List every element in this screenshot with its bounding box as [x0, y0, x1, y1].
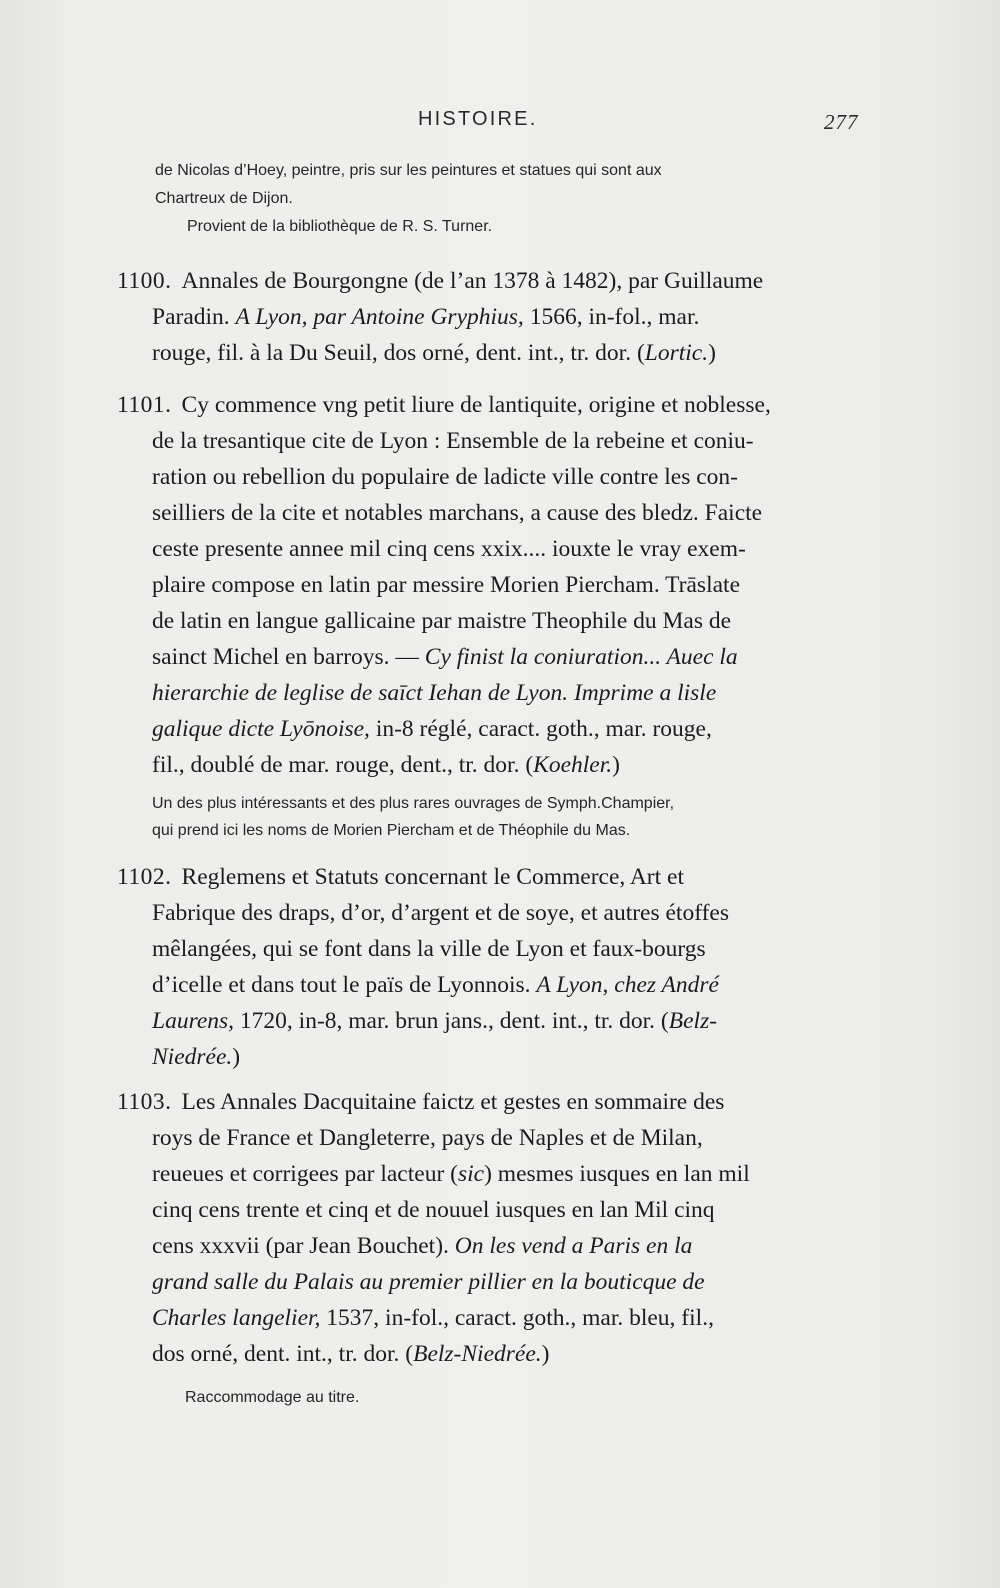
text-segment: ) mesmes iusques en lan mil — [484, 1161, 750, 1187]
entry-line — [117, 1264, 862, 1300]
note-line: Raccommodage au titre. — [185, 1389, 360, 1406]
text-segment: Les Annales Dacquitaine faictz et gestes en sommaire des — [181, 1089, 725, 1115]
italic-segment: sic — [457, 1161, 485, 1187]
text-segment: seilliers de la cite et notables marchans, a cause des bledz. Faicte — [152, 500, 763, 526]
entry-1101 — [117, 387, 862, 783]
entry-text — [152, 972, 719, 998]
entry-line — [117, 931, 862, 967]
entry-text — [152, 936, 706, 962]
text-segment: 1537, in-fol., caract. goth., mar. bleu, fil., — [320, 1305, 714, 1331]
entry-number: 1103. — [117, 1089, 172, 1115]
entry-line — [117, 567, 862, 603]
entry-line — [117, 495, 862, 531]
text-segment: de latin en langue gallicaine par maistre Theophile du Mas de — [152, 608, 732, 634]
entry-text — [152, 752, 620, 778]
text-segment: Reglemens et Statuts concernant le Commerce, Art et — [181, 864, 685, 890]
entry-text — [182, 392, 771, 418]
text-segment: 1566, in-fol., mar. — [523, 304, 700, 330]
entry-text — [152, 900, 729, 926]
entry-line — [117, 387, 862, 423]
entry-text — [152, 464, 738, 490]
entry-line — [117, 1120, 862, 1156]
entry-text — [152, 1044, 240, 1070]
entry-text — [152, 304, 699, 330]
text-segment: cens xxxvii (par Jean Bouchet). — [152, 1233, 455, 1259]
entry-line — [117, 1300, 862, 1336]
entry-text — [152, 1269, 705, 1295]
text-segment: ceste presente annee mil cinq cens xxix.... iouxte le vray exem- — [152, 536, 746, 562]
entry-text — [152, 680, 716, 706]
text-segment: ration ou rebellion du populaire de ladicte ville contre les con- — [152, 464, 738, 490]
italic-segment: Belz- — [668, 1008, 718, 1034]
entry-line — [117, 423, 862, 459]
text-segment: cinq cens trente et cinq et de nouuel iusques en lan Mil cinq — [152, 1197, 715, 1223]
entry-line — [117, 675, 862, 711]
text-segment: Annales de Bourgongne (de l’an 1378 à 1482), par Guillaume — [181, 268, 764, 294]
note-line: qui prend ici les noms de Morien Piercham et de Théophile du Mas. — [152, 822, 631, 839]
entry-1100 — [117, 263, 862, 371]
text-segment: ) — [612, 752, 620, 778]
entry-line — [117, 967, 862, 1003]
entry-line — [117, 531, 862, 567]
text-segment: plaire compose en latin par messire Morien Piercham. Trāslate — [152, 572, 740, 598]
text-segment: ) — [541, 1341, 550, 1367]
entry-line — [117, 1336, 862, 1372]
entry-line — [117, 603, 862, 639]
entry-text — [182, 1089, 725, 1115]
entry-text — [152, 644, 738, 670]
entry-line — [117, 859, 862, 895]
continuation-line: de Nicolas d’Hoey, peintre, pris sur les peintures et statues qui sont aux — [155, 162, 662, 179]
text-segment: ) — [708, 340, 716, 366]
italic-segment: hierarchie de leglise de saīct Iehan de Lyon. Imprime a lisle — [152, 680, 717, 706]
entry-text — [182, 864, 685, 890]
entry-line — [117, 639, 862, 675]
entry-line — [117, 1192, 862, 1228]
italic-segment: galique dicte Lyōnoise, — [152, 716, 370, 742]
entry-text — [152, 1305, 714, 1331]
italic-segment: Niedrée. — [152, 1044, 233, 1070]
italic-segment: grand salle du Palais au premier pillier en la bouticque de — [152, 1269, 705, 1295]
entry-text — [152, 500, 762, 526]
entry-line — [117, 895, 862, 931]
entry-line — [117, 1039, 862, 1075]
entry-1103 — [117, 1084, 862, 1372]
entry-line — [117, 299, 862, 335]
text-segment: Cy commence vng petit liure de lantiquite, origine et noblesse, — [181, 392, 771, 418]
text-segment: fil., doublé de mar. rouge, dent., tr. dor. ( — [152, 752, 534, 778]
entry-line — [117, 459, 862, 495]
entry-line — [117, 335, 862, 371]
text-segment: Paradin. — [152, 304, 236, 330]
text-segment: 1720, in-8, mar. brun jans., dent. int., tr. dor. ( — [234, 1008, 669, 1034]
text-segment: de la tresantique cite de Lyon : Ensemble de la rebeine et coniu- — [152, 428, 754, 454]
text-segment: rouge, fil. à la Du Seuil, dos orné, dent. int., tr. dor. ( — [152, 340, 645, 366]
entry-number: 1102. — [117, 864, 172, 890]
provenance-note: Provient de la bibliothèque de R. S. Turner. — [187, 218, 493, 235]
entry-number: 1101. — [117, 392, 172, 418]
entry-text — [152, 1125, 703, 1151]
entry-line — [117, 747, 862, 783]
italic-segment: A Lyon, chez André — [536, 972, 719, 998]
italic-segment: Charles langelier, — [152, 1305, 321, 1331]
text-segment: d’icelle et dans tout le païs de Lyonnois. — [152, 972, 537, 998]
italic-segment: Laurens, — [152, 1008, 235, 1034]
italic-segment: A Lyon, par Antoine Gryphius, — [235, 304, 524, 330]
entry-text — [152, 716, 712, 742]
entry-text — [152, 428, 754, 454]
entry-line — [117, 263, 862, 299]
entry-text — [152, 1233, 692, 1259]
text-segment: in-8 réglé, caract. goth., mar. rouge, — [369, 716, 712, 742]
entry-line — [117, 1156, 862, 1192]
page-number: 277 — [824, 110, 859, 134]
note-line: Un des plus intéressants et des plus rares ouvrages de Symph.Champier, — [152, 795, 675, 812]
entry-text — [152, 1008, 717, 1034]
text-segment: dos orné, dent. int., tr. dor. ( — [152, 1341, 414, 1367]
entry-text — [152, 608, 731, 634]
entry-1102 — [117, 859, 862, 1075]
entry-line — [117, 1228, 862, 1264]
italic-segment: Cy finist la coniuration... Auec la — [424, 644, 738, 670]
text-segment: ) — [232, 1044, 241, 1070]
text-segment: sainct Michel en barroys. — — [152, 644, 425, 670]
entry-text — [152, 536, 746, 562]
continuation-line: Chartreux de Dijon. — [155, 190, 293, 207]
running-head-title: HISTOIRE. — [418, 108, 538, 130]
entry-text — [152, 1161, 750, 1187]
entry-text — [152, 572, 740, 598]
italic-segment: Belz-Niedrée. — [413, 1341, 542, 1367]
entry-text — [182, 268, 764, 294]
running-head — [0, 108, 1000, 138]
entry-line — [117, 1003, 862, 1039]
text-segment: reueues et corrigees par lacteur ( — [152, 1161, 458, 1187]
entry-1103-note — [185, 1384, 359, 1411]
entry-line — [117, 1084, 862, 1120]
text-segment: Fabrique des draps, d’or, d’argent et de soye, et autres étoffes — [152, 900, 730, 926]
entry-1101-note — [152, 790, 674, 844]
entry-text — [152, 1197, 715, 1223]
italic-segment: Koehler. — [533, 752, 613, 778]
entry-text — [152, 1341, 549, 1367]
entry-line — [117, 711, 862, 747]
italic-segment: On les vend a Paris en la — [454, 1233, 693, 1259]
entry-text — [152, 340, 716, 366]
text-segment: roys de France et Dangleterre, pays de Naples et de Milan, — [152, 1125, 703, 1151]
entry-number: 1100. — [117, 268, 172, 294]
text-segment: mêlangées, qui se font dans la ville de Lyon et faux-bourgs — [152, 936, 706, 962]
italic-segment: Lortic. — [644, 340, 709, 366]
